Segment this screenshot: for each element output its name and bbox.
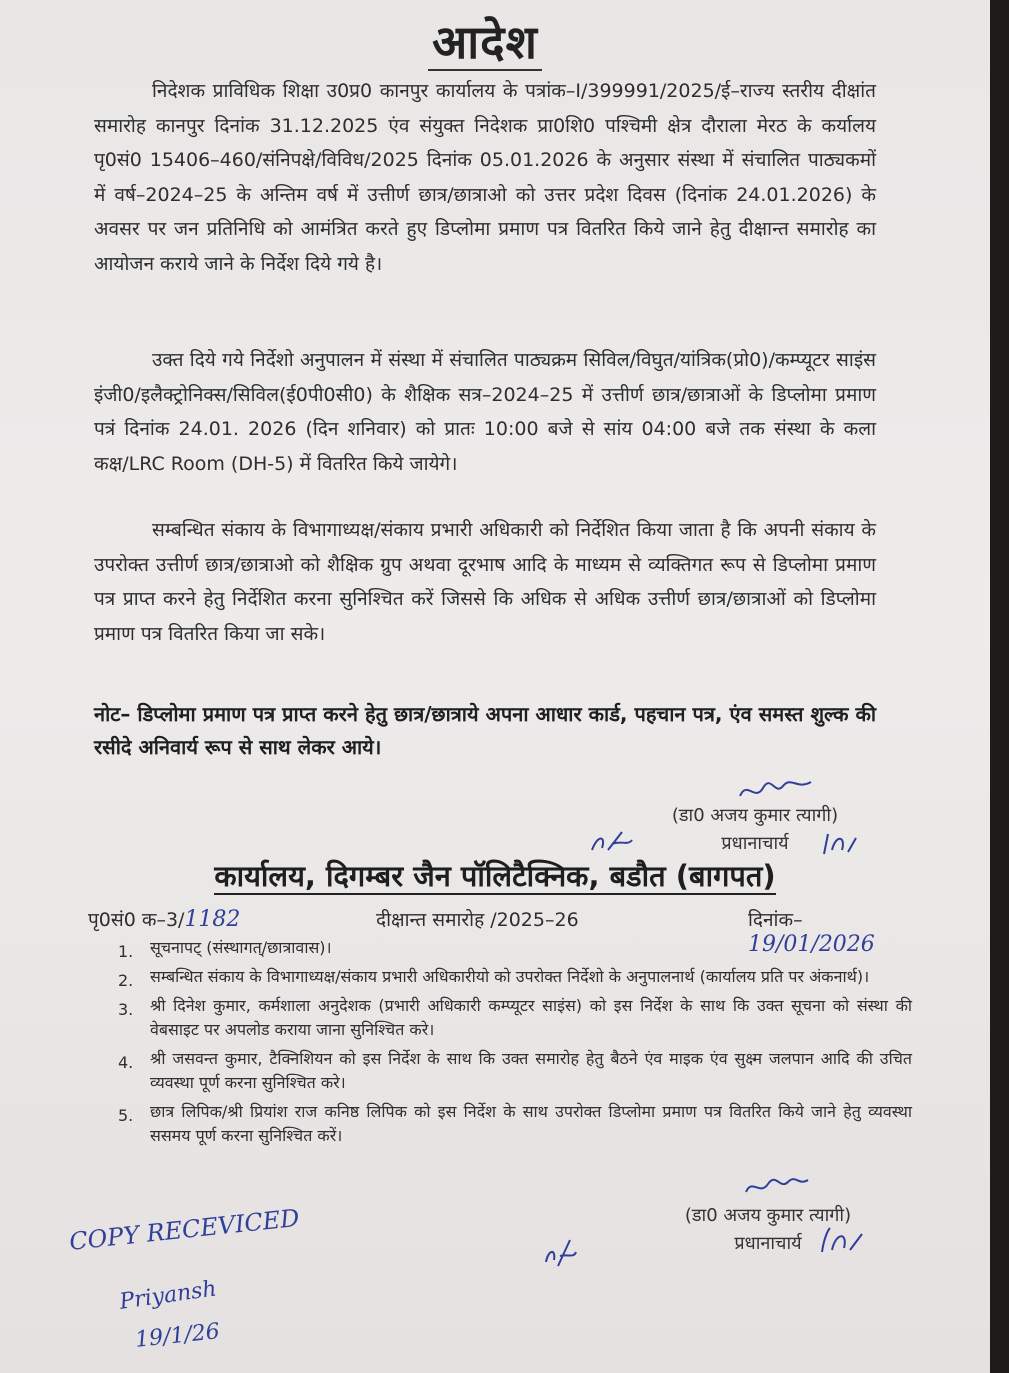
reference-number-handwritten: 1182: [184, 907, 241, 932]
initials-scribble: [588, 826, 634, 856]
list-item: 4. श्री जसवन्त कुमार, टैक्निशियन को इस निर्देश के साथ कि उक्त समारोह हेतु बैठने एंव माइक एंव सुक्ष्म जलपान आदि की उचित व्यवस्था पूर्ण करना सुनिश्चित करे।: [118, 1049, 912, 1092]
initials-mark-1: [588, 826, 634, 860]
reference-subject: दीक्षान्त समारोह /2025–26: [376, 909, 579, 931]
signatory-name: (डा0 अजय कुमार त्यागी): [684, 1205, 852, 1226]
reference-date-handwritten: 19/01/2026: [748, 932, 875, 957]
signature-mark: [742, 1172, 812, 1202]
initials-mark-4: [540, 1232, 580, 1276]
initials-mark-3: [818, 1224, 868, 1262]
order-paragraph-1: निदेशक प्राविधिक शिक्षा उ0प्र0 कानपुर कार्यालय के पत्रांक–I/399991/2025/ई–राज्य स्तरीय दीक्षांत समारोह कानपुर दिनांक 31.12.2025 एंव संयुक्त निदेशक प्रा0शि0 पश्चिमी क्षेत्र दौराला मेरठ के कर्यालय पृ0सं0 15406–460/संनिपक्षे/विविध/2025 दिनांक 05.01.2026 के अनुसार संस्था में संचालित पाठ्यकमों में वर्ष–2024–25 के अन्तिम वर्ष में उत्तीर्ण छात्र/छात्राओ को उत्तर प्रदेश दिवस (दिनांक 24.01.2026) के अवसर पर जन प्रतिनिधि को आमंत्रित करते हुए डिप्लोमा प्रमाण पत्र वितरित किये जाने हेतु दीक्षान्त समारोह का आयोजन कराये जाने के निर्देश दिये गये है।: [94, 80, 876, 275]
signatory-title: प्रधानाचार्य: [721, 833, 789, 854]
reference-date: दिनांक–19/01/2026: [748, 909, 875, 957]
signatory-title: प्रधानाचार्य: [734, 1233, 802, 1254]
receipt-date-note: 19/1/26: [134, 1319, 221, 1353]
signatory-name: (डा0 अजय कुमार त्यागी): [671, 805, 839, 826]
office-heading: कार्यालय, दिगम्बर जैन पॉलिटैक्निक, बडौत (बागपत): [214, 859, 776, 893]
order-note: नोट– डिप्लोमा प्रमाण पत्र प्राप्त करने हेतु छात्र/छात्राये अपना आधार कार्ड, पहचान पत्र, एंव समस्त शुल्क की रसीदे अनिवार्य रूप से साथ लेकर आये।: [94, 702, 876, 759]
background-edge: [990, 0, 1009, 1373]
signature-scribble-2: [742, 1172, 812, 1206]
distribution-list: [112, 936, 912, 1153]
list-item: 1. सूचनापट् (संस्थागत्/छात्रावास)।: [118, 938, 332, 961]
order-paragraph-2: उक्त दिये गये निर्देशो अनुपालन में संस्था में संचालित पाठ्यक्रम सिविल/विघुत/यांत्रिक(प्रो0)/कम्प्यूटर साइंस इंजी0/इलैक्ट्रोनिक्स/सिविल(ई0पी0सी0) के शैक्षिक सत्र–2024–25 में उत्तीर्ण छात्र/छात्राओं के डिप्लोमा प्रमाण पत्रं दिनांक 24.01. 2026 (दिन शनिवार) को प्रातः 10:00 बजे से सांय 04:00 बजे तक संस्था के कला कक्ष/LRC Room (DH-5) में वितरित किये जायेगे।: [94, 349, 876, 475]
initials-scribble: [820, 828, 860, 858]
list-item: 3. श्री दिनेश कुमार, कर्मशाला अनुदेशक (प्रभारी अधिकारी कम्प्यूटर साइंस) को इस निर्देश के साथ कि उक्त सूचना को संस्था की वेबसाइट पर अपलोड कराया जाना सुनिश्चित करे।: [118, 996, 912, 1039]
initials-scribble: [818, 1224, 868, 1258]
order-paragraph-3: सम्बन्धित संकाय के विभागाध्यक्ष/संकाय प्रभारी अधिकारी को निर्देशित किया जाता है कि अपनी संकाय के उपरोक्त उत्तीर्ण छात्र/छात्राओ को शैक्षिक ग्रुप अथवा दूरभाष आदि के माध्यम से व्यक्तिगत रूप से डिप्लोमा प्रमाण पत्र प्राप्त करने हेतु निर्देशित करना सुनिश्चित करें जिससे कि अधिक से अधिक उत्तीर्ण छात्र/छात्राओं को डिप्लोमा प्रमाण पत्र वितरित किया जा सके।: [94, 519, 876, 645]
copy-received-note: COPY RECEVICED: [68, 1203, 301, 1256]
list-item: 2. सम्बन्धित संकाय के विभागाध्यक्ष/संकाय प्रभारी अधिकारीयो को उपरोक्त निर्देशो के अनुपालनार्थ (कार्यालय प्रति पर अंकनार्थ)।: [118, 967, 870, 990]
reference-number: पृ0सं0 क–3/1182: [88, 907, 241, 932]
list-item: 5. छात्र लिपिक/श्री प्रियांश राज कनिष्ठ लिपिक को इस निर्देश के साथ उपरोक्त डिप्लोमा प्रमाण पत्र वितरित किये जाने हेतु व्यवस्था ससमय पूर्ण करना सुनिश्चित करें।: [118, 1102, 912, 1145]
initials-scribble: [540, 1232, 580, 1272]
order-title: आदेश: [0, 10, 970, 72]
receiver-name-note: Priyansh: [118, 1276, 219, 1315]
